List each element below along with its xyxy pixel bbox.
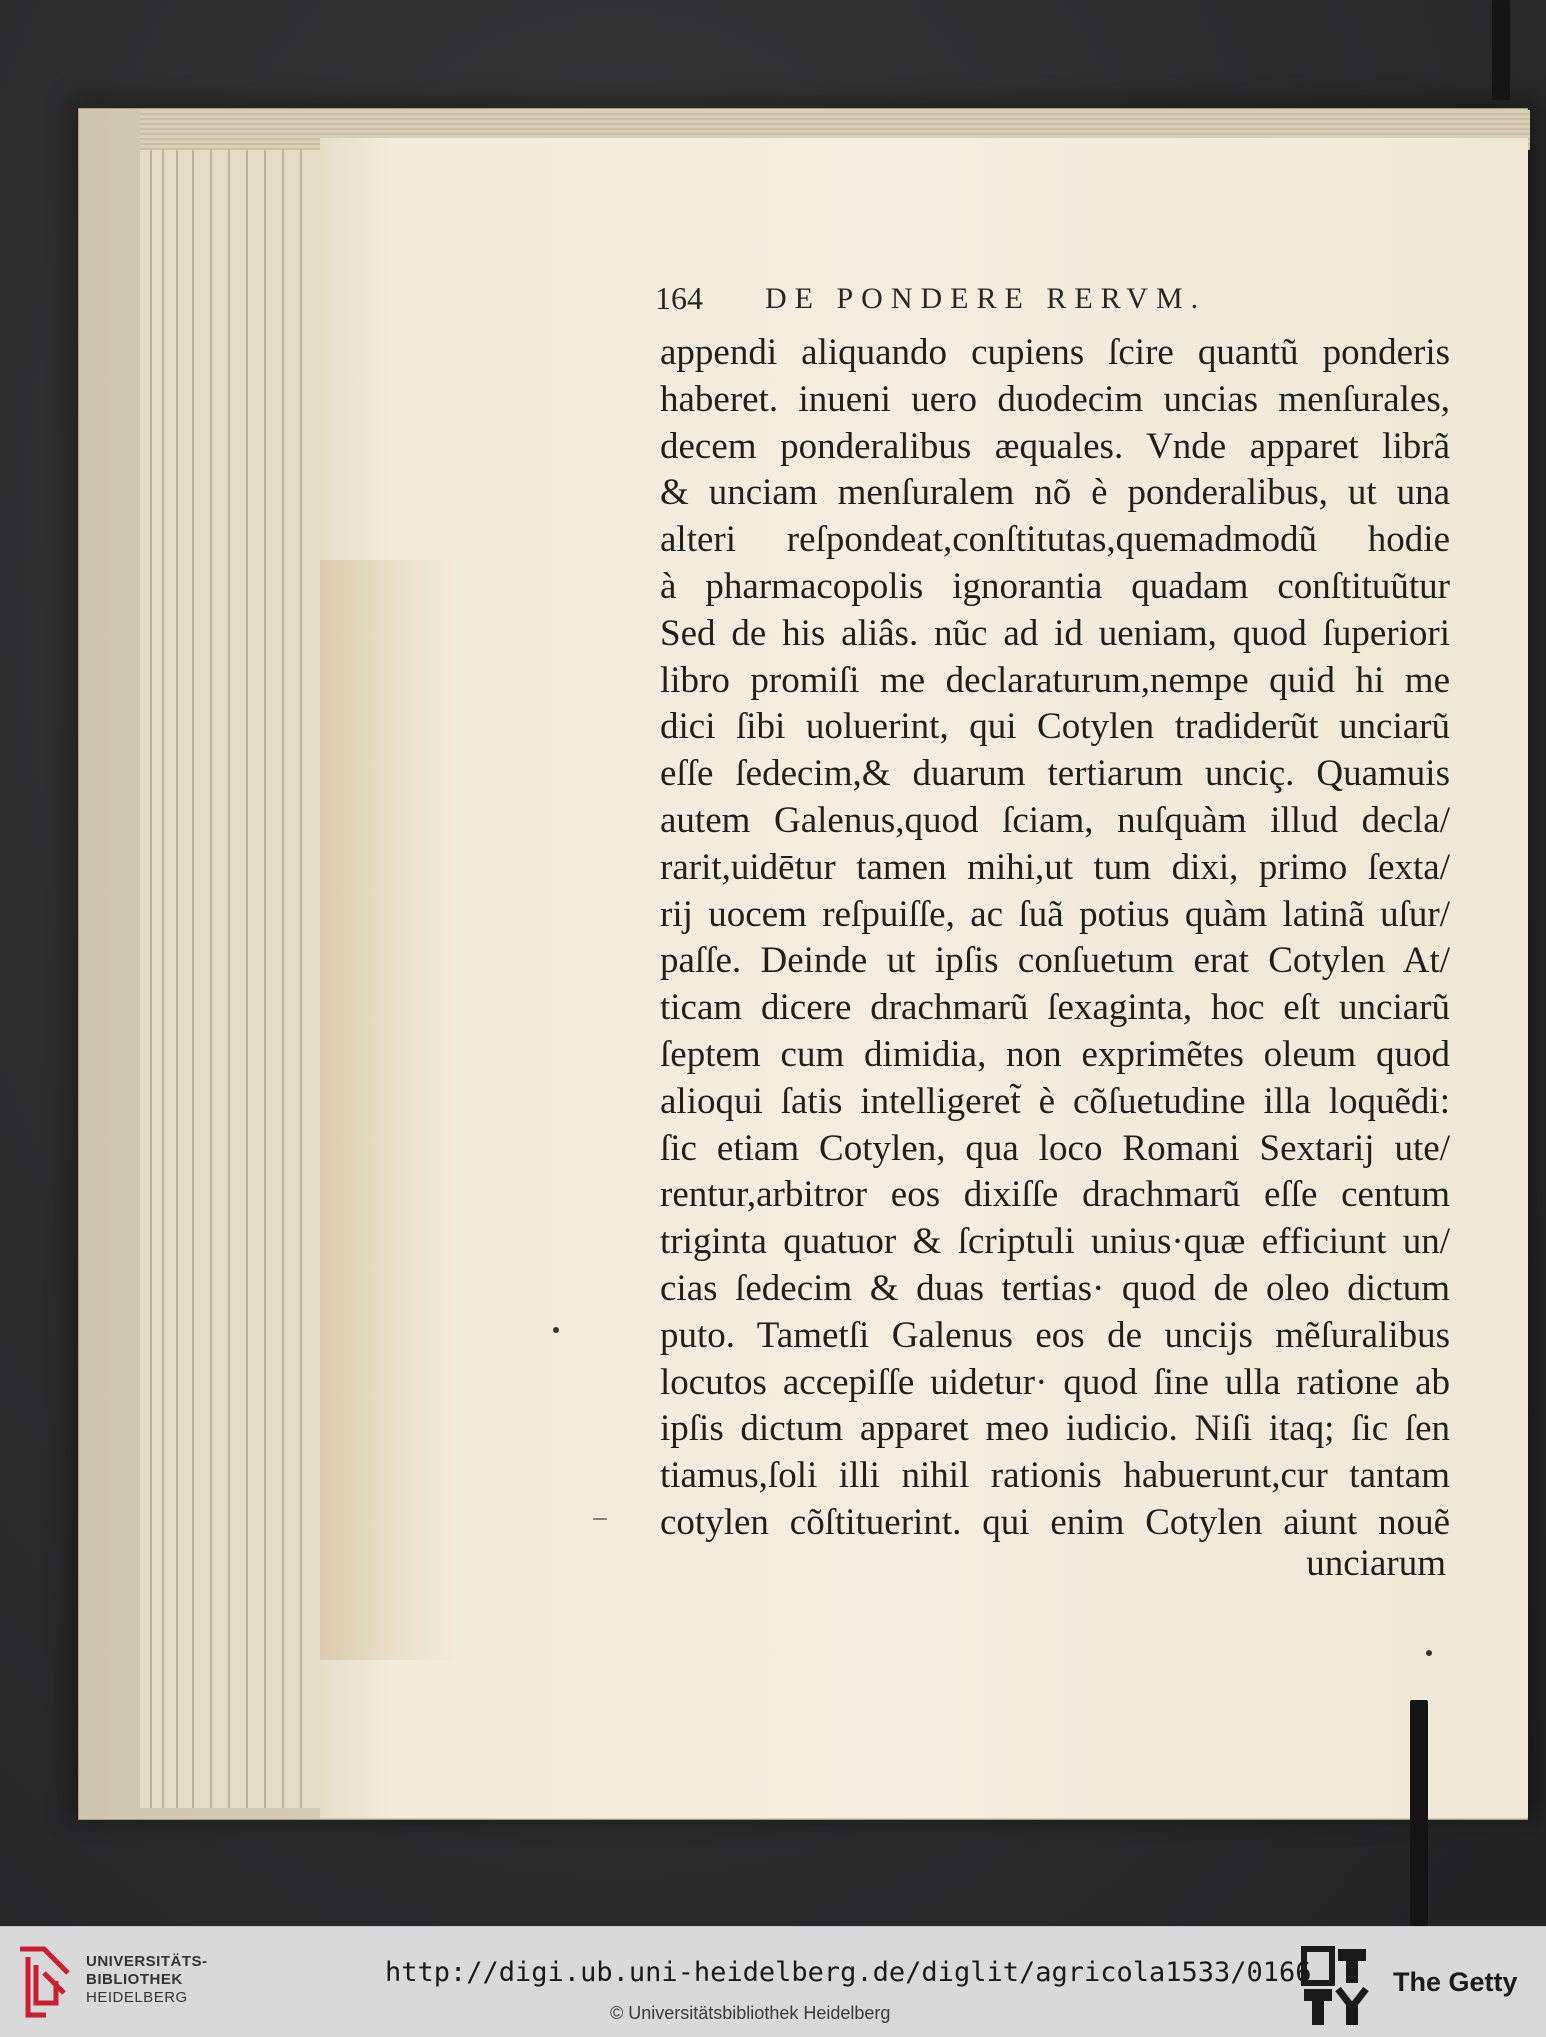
text-line: rij uocem reſpuiſſe, ac ſuã potius quàm latinã uſur/: [660, 893, 1450, 935]
page-speck: [553, 1327, 559, 1333]
text-line: ticam dicere drachmarũ ſexaginta, hoc eſt unciarũ: [660, 987, 1450, 1029]
catchword: unciarum: [1306, 1543, 1446, 1584]
text-line: eſſe ſedecim,& duarum tertiarum unciç. Quamuis: [660, 753, 1450, 795]
copyright-notice: © Universitätsbibliothek Heidelberg: [610, 2003, 891, 2023]
text-line: triginta quatuor & ſcriptuli unius·quæ efficiunt un/: [660, 1221, 1450, 1263]
text-line: appendi aliquando cupiens ſcire quantũ ponderis: [660, 332, 1450, 373]
permalink-url[interactable]: http://digi.ub.uni-heidelberg.de/diglit/agricola1533/0166: [385, 1957, 1312, 1988]
text-line: ipſis dictum apparet meo iudicio. Niſi itaq; ſic ſen: [660, 1408, 1450, 1450]
text-line: alteri reſpondeat,conſtitutas,quemadmodũ hodie: [660, 519, 1450, 561]
text-line: libro promiſi me declaraturum,nempe quid hi me: [660, 659, 1450, 701]
page-stain: [320, 560, 460, 1660]
text-line: rarit,uidētur tamen mihi,ut tum dixi, primo ſexta/: [660, 846, 1450, 888]
text-line: cias ſedecim & duas tertias· quod de oleo dictum: [660, 1267, 1450, 1309]
running-header: [655, 280, 1315, 324]
text-line: tiamus,ſoli illi nihil rationis habuerunt,cur tantam: [660, 1455, 1450, 1497]
text-line: alioqui ſatis intelligeret̃ è cõſuetudine illa loquẽdi:: [660, 1080, 1450, 1122]
page-clip-bottom: [1410, 1700, 1428, 1926]
text-line: ſic etiam Cotylen, qua loco Romani Sextarij ute/: [660, 1127, 1450, 1169]
text-line: & unciam menſuralem nõ è ponderalibus, ut una: [660, 472, 1450, 514]
text-line: rentur,arbitror eos dixiſſe drachmarũ eſſe centum: [660, 1174, 1450, 1216]
text-line: ſeptem cum dimidia, non exprimẽtes oleum quod: [660, 1033, 1450, 1075]
library-name-line: BIBLIOTHEK: [86, 1971, 183, 1988]
library-name: [86, 1953, 208, 2007]
text-line: decem ponderalibus æquales. Vnde apparet librã: [660, 425, 1450, 467]
text-line: paſſe. Deinde ut ipſis conſuetum erat Cotylen At/: [660, 940, 1450, 982]
text-line: à pharmacopolis ignorantia quadam conſtituũtur: [660, 565, 1450, 607]
text-line: dici ſibi uoluerint, qui Cotylen tradiderũt unciarũ: [660, 706, 1450, 748]
text-line: autem Galenus,quod ſciam, nuſquàm illud decla/: [660, 799, 1450, 841]
text-line: Sed de his aliâs. nũc ad id ueniam, quod ſuperiori: [660, 612, 1450, 654]
page-clip-top: [1492, 0, 1510, 100]
text-line: puto. Tametſi Galenus eos de uncijs mẽſuralibus: [660, 1314, 1450, 1356]
getty-logo-icon[interactable]: [1300, 1945, 1370, 2029]
text-line: haberet. inueni uero duodecim uncias menſurales,: [660, 378, 1450, 420]
page-number: 164: [655, 280, 703, 316]
viewer-footer: [0, 1926, 1546, 2037]
body-text: [660, 330, 1450, 1547]
page-speck: [1426, 1650, 1432, 1656]
page-mark: [593, 1518, 607, 1520]
ub-heidelberg-logo-icon[interactable]: [16, 1941, 76, 2023]
text-line: cotylen cõſtituerint. qui enim Cotylen aiunt nouẽ: [660, 1501, 1450, 1543]
library-name-line: UNIVERSITÄTS-: [86, 1953, 208, 1970]
running-title: DE PONDERE RERVM.: [765, 282, 1207, 315]
library-name-line: HEIDELBERG: [86, 1989, 188, 2006]
text-line: locutos accepiſſe uidetur· quod ſine ulla ratione ab: [660, 1361, 1450, 1403]
partner-name: The Getty: [1393, 1967, 1518, 1997]
